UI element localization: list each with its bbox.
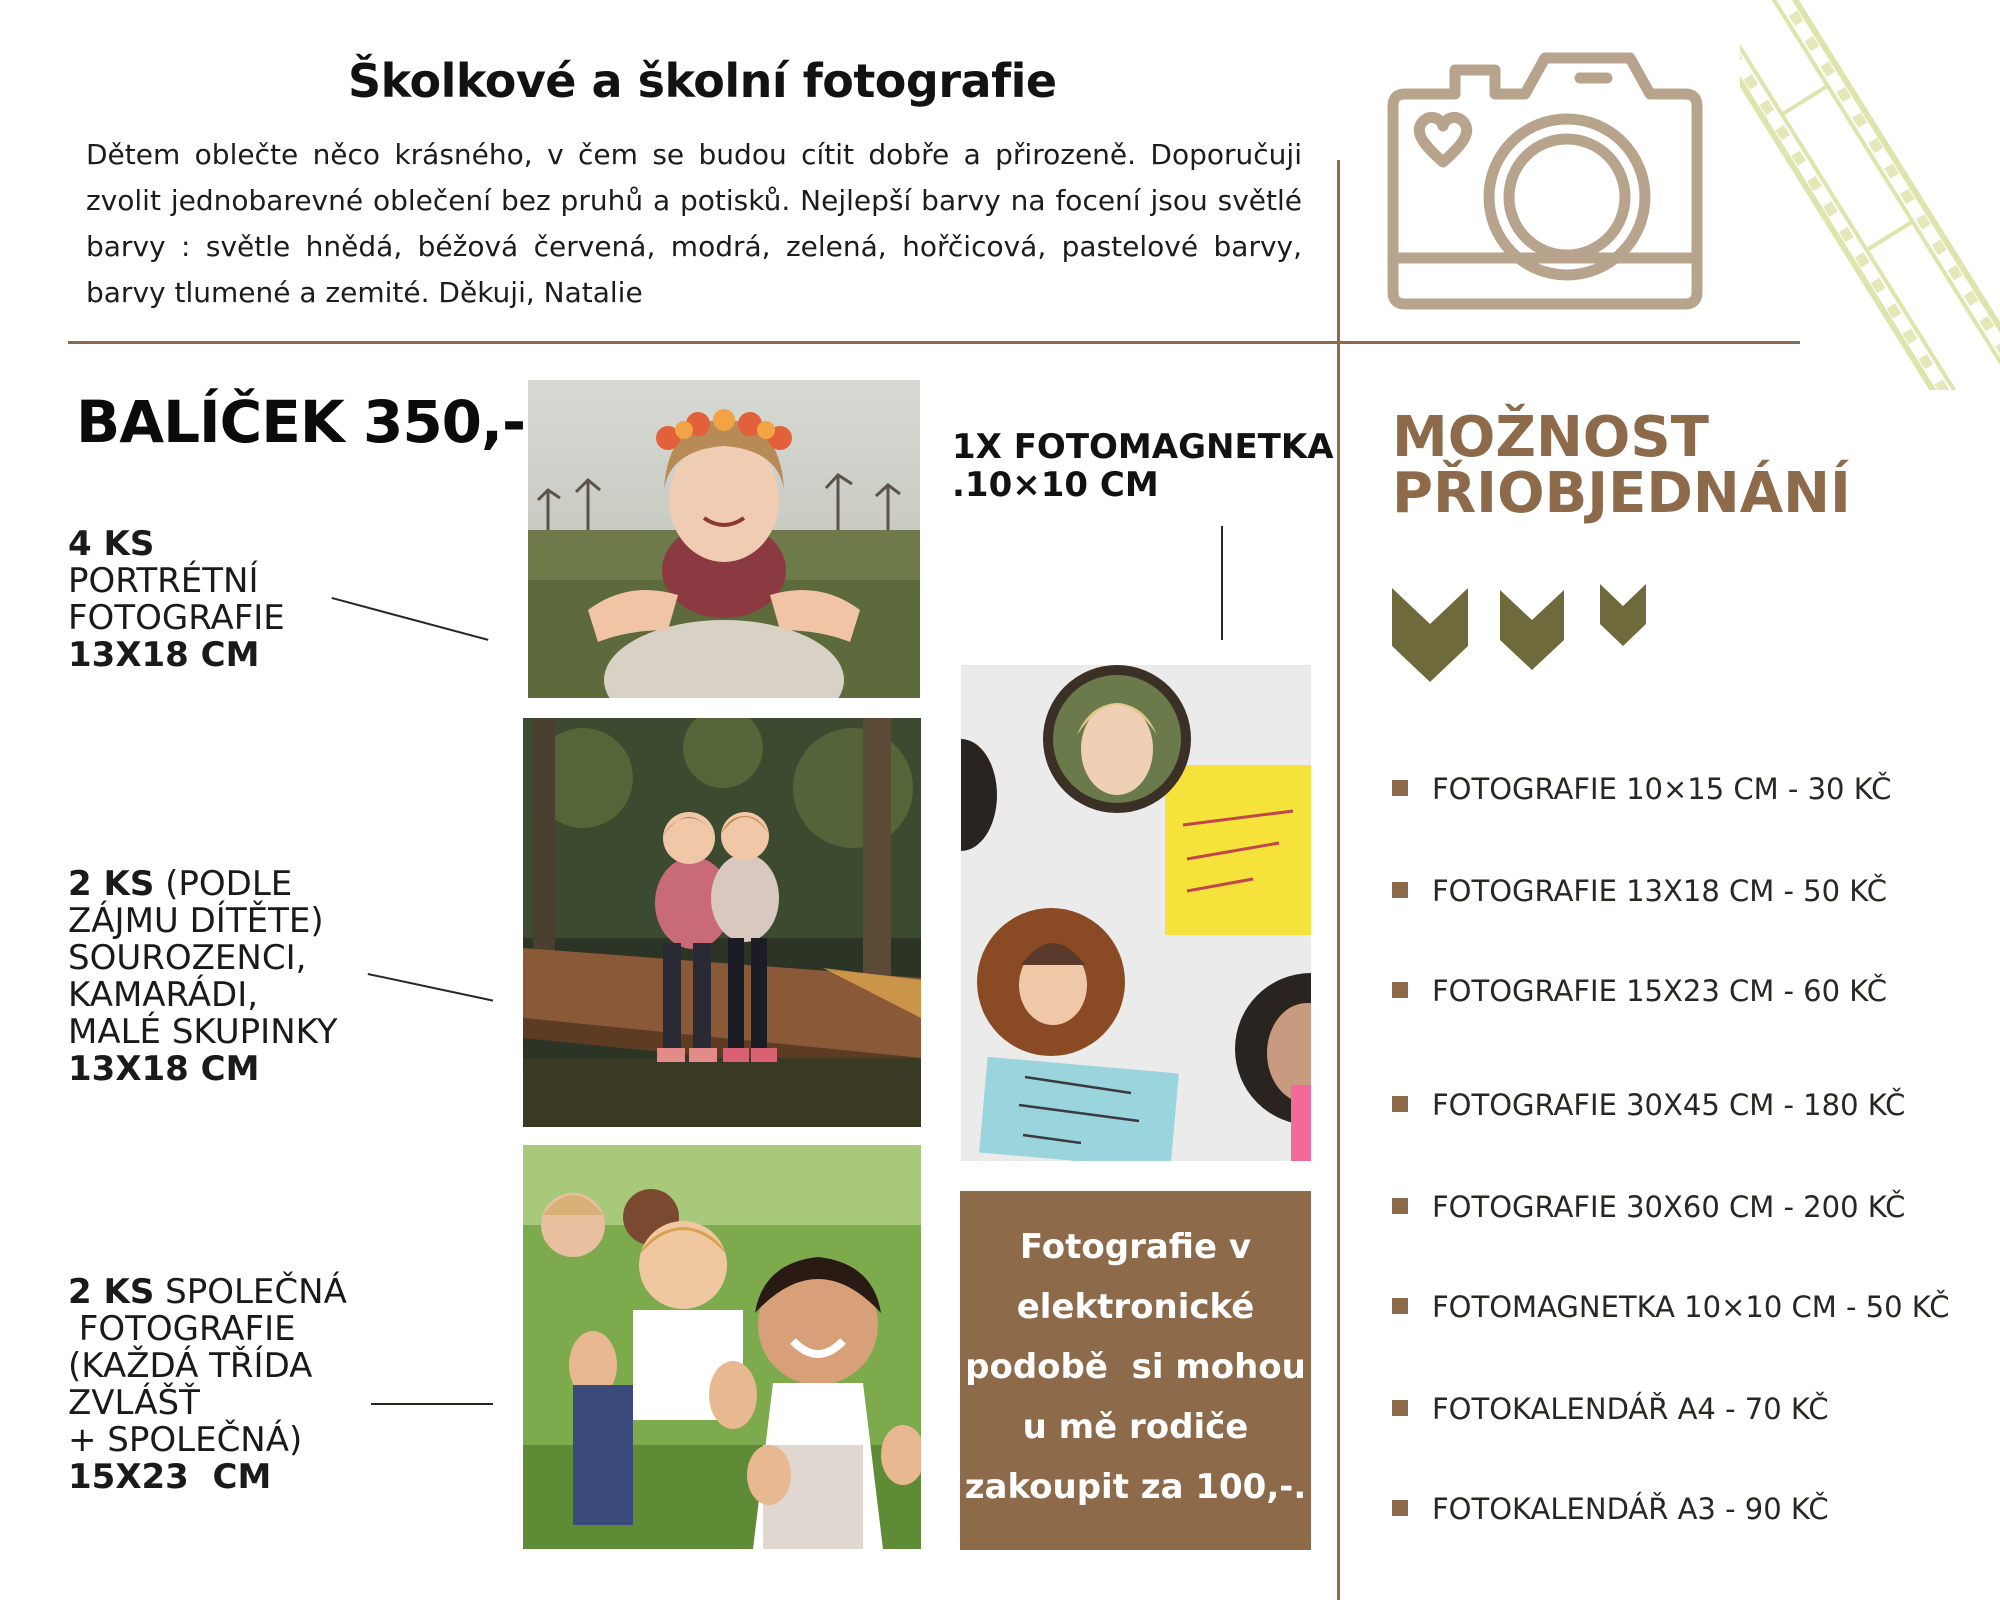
bullet-icon [1392, 1096, 1408, 1112]
item-desc: (KAŽDÁ TŘÍDA [68, 1346, 313, 1386]
intro-text: Dětem oblečte něco krásného, v čem se budou cítit dobře a přirozeně. Doporučuji zvolit jednobarevné oblečení bez pruhů a potisků. Nejlepší barvy na focení jsou světlé barvy : světle hnědá, béžová červená, modrá, zelená, hořčicová, pastelové barvy, barvy tlumené a zemité. Děkuji, Natalie [86, 138, 1302, 309]
package-title: BALÍČEK 350,- [76, 388, 526, 456]
price-item [1392, 1290, 1949, 1324]
item-size: 13X18 CM [68, 1049, 260, 1089]
price-item [1392, 1392, 1829, 1426]
horizontal-divider [68, 341, 1800, 344]
price-item-label: FOTOGRAFIE 10×15 CM - 30 KČ [1432, 772, 1892, 806]
price-item-label: FOTOGRAFIE 30X60 CM - 200 KČ [1432, 1190, 1906, 1224]
options-title-line: PŘIOBJEDNÁNÍ [1392, 461, 1851, 526]
item-desc: ZVLÁŠŤ [68, 1383, 200, 1423]
item-desc: KAMARÁDI, [68, 975, 259, 1015]
price-item-label: FOTOGRAFIE 13X18 CM - 50 KČ [1432, 874, 1887, 908]
item-desc: SOUROZENCI, [68, 938, 307, 978]
item-desc: FOTOGRAFIE [68, 598, 285, 638]
item-qty: 4 KS [68, 524, 155, 564]
bullet-icon [1392, 1500, 1408, 1516]
magnet-title: 1X FOTOMAGNETKA [952, 427, 1334, 467]
package-item-group [68, 1274, 347, 1496]
fridge-magnets-photo [961, 665, 1311, 1161]
page-title: Školkové a školní fotografie [348, 54, 1057, 108]
price-item [1392, 1492, 1829, 1526]
item-desc: ZÁJMU DÍTĚTE) [68, 901, 324, 941]
siblings-photo [523, 718, 921, 1127]
item-size: 13X18 CM [68, 635, 260, 675]
price-item [1392, 874, 1887, 908]
price-item-label: FOTOGRAFIE 30X45 CM - 180 KČ [1432, 1088, 1906, 1122]
connector-line [371, 1403, 493, 1405]
price-item-label: FOTOKALENDÁŘ A4 - 70 KČ [1432, 1392, 1829, 1426]
bullet-icon [1392, 882, 1408, 898]
bullet-icon [1392, 1400, 1408, 1416]
magnet-label [952, 428, 1334, 504]
price-item [1392, 1088, 1905, 1122]
item-size: 15X23 CM [68, 1457, 272, 1497]
options-title-line: MOŽNOST [1392, 405, 1709, 470]
package-item-portrait [68, 526, 285, 674]
connector-line [1221, 526, 1223, 640]
item-desc: + SPOLEČNÁ) [68, 1420, 303, 1460]
price-item [1392, 974, 1887, 1008]
price-item-label: FOTOKALENDÁŘ A3 - 90 KČ [1432, 1492, 1829, 1526]
electronic-line: elektronické [1016, 1287, 1255, 1327]
package-item-siblings [68, 866, 338, 1088]
price-item-label: FOTOMAGNETKA 10×10 CM - 50 KČ [1432, 1290, 1950, 1324]
portrait-photo [528, 380, 920, 698]
electronic-line: podobě si mohou [965, 1347, 1306, 1387]
bullet-icon [1392, 1298, 1408, 1314]
item-desc: (PODLE [154, 864, 293, 904]
price-item-label: FOTOGRAFIE 15X23 CM - 60 KČ [1432, 974, 1887, 1008]
price-item [1392, 1190, 1905, 1224]
price-item [1392, 772, 1891, 806]
magnet-size: .10×10 CM [952, 465, 1159, 505]
electronic-line: u mě rodiče [1022, 1407, 1249, 1447]
chevron-down-icon [1390, 584, 1650, 684]
bullet-icon [1392, 982, 1408, 998]
bullet-icon [1392, 780, 1408, 796]
film-strip-icon [1740, 0, 2000, 390]
group-photo [523, 1145, 921, 1549]
item-desc: FOTOGRAFIE [68, 1309, 296, 1349]
vertical-divider [1337, 160, 1340, 1600]
item-desc: MALÉ SKUPINKY [68, 1012, 338, 1052]
options-title [1392, 405, 1851, 526]
electronic-photos-box [960, 1191, 1311, 1550]
bullet-icon [1392, 1198, 1408, 1214]
item-qty: 2 KS [68, 1272, 155, 1312]
item-desc: PORTRÉTNÍ [68, 561, 259, 601]
camera-heart-icon [1385, 52, 1705, 310]
electronic-line: zakoupit za 100,-. [964, 1467, 1307, 1507]
item-qty: 2 KS [68, 864, 155, 904]
electronic-line: Fotografie v [1019, 1227, 1252, 1267]
connector-line [331, 597, 488, 641]
item-desc: SPOLEČNÁ [154, 1272, 347, 1312]
connector-line [368, 973, 494, 1002]
